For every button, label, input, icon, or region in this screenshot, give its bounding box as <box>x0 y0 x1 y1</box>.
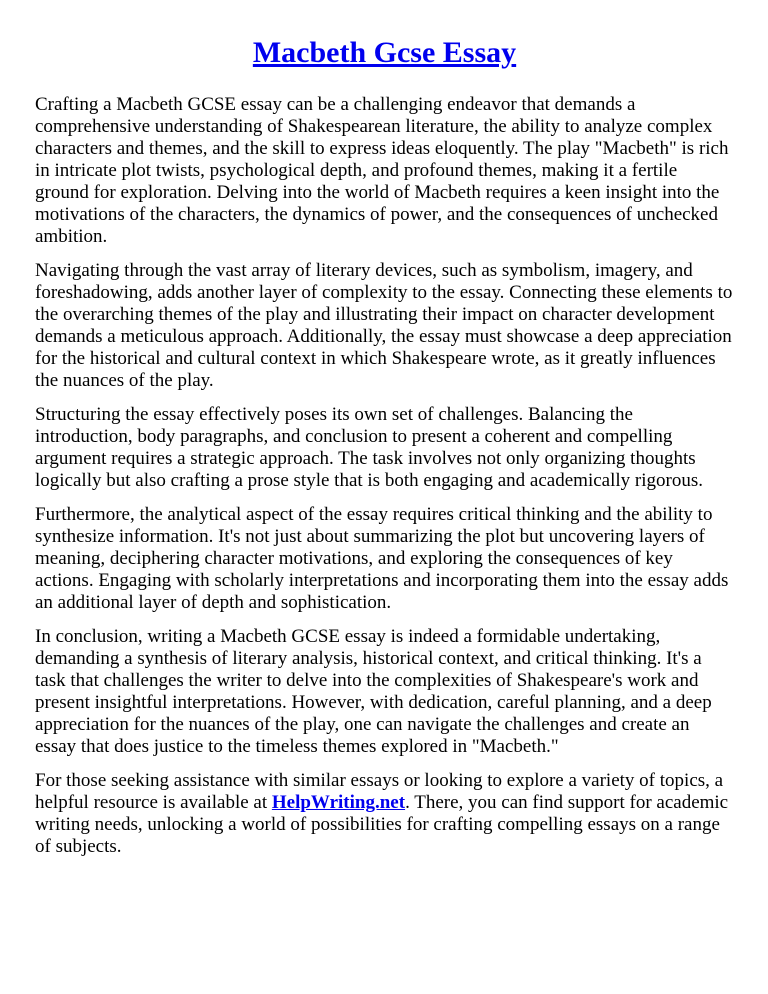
paragraph-2: Navigating through the vast array of literary devices, such as symbolism, imagery, and foreshadowing, adds another layer of complexity to the essay. Connecting these elements to the overarching themes of the play and illustrating their impact on character development demands a meticulous approach. Additionally, the essay must showcase a deep appreciation for the historical and cultural context in which Shakespeare wrote, as it greatly influences the nuances of the play. <box>35 260 733 391</box>
closing-text-after-link: . There, you can find support for academic writing needs, unlocking a world of possibilities for crafting compelling essays on a range of subjects. <box>35 792 729 857</box>
closing-paragraph <box>35 770 734 858</box>
paragraph-5: In conclusion, writing a Macbeth GCSE essay is indeed a formidable undertaking, demanding a synthesis of literary analysis, historical context, and critical thinking. It's a task that challenges the writer to delve into the complexities of Shakespeare's work and present insightful interpretations. However, with dedication, careful planning, and a deep appreciation for the nuances of the play, one can navigate the challenges and create an essay that does justice to the timeless themes explored in "Macbeth." <box>35 626 712 757</box>
paragraph-1: Crafting a Macbeth GCSE essay can be a challenging endeavor that demands a comprehensive understanding of Shakespearean literature, the ability to analyze complex characters and themes, and the skill to express ideas eloquently. The play "Macbeth" is rich in intricate plot twists, psychological depth, and profound themes, making it a fertile ground for exploration. Delving into the world of Macbeth requires a keen insight into the motivations of the characters, the dynamics of power, and the consequences of unchecked ambition. <box>35 94 729 247</box>
page-title <box>35 34 734 72</box>
paragraph-3: Structuring the essay effectively poses its own set of challenges. Balancing the introduction, body paragraphs, and conclusion to present a coherent and compelling argument requires a strategic approach. The task involves not only organizing thoughts logically but also crafting a prose style that is both engaging and academically rigorous. <box>35 404 703 491</box>
closing-text-before-link: For those seeking assistance with similar essays or looking to explore a variety of topics, a helpful resource is available at <box>35 770 724 813</box>
helpwriting-link[interactable]: HelpWriting.net <box>271 792 406 813</box>
title-link[interactable]: Macbeth Gcse Essay <box>252 36 517 69</box>
paragraph-4: Furthermore, the analytical aspect of the essay requires critical thinking and the ability to synthesize information. It's not just about summarizing the plot but uncovering layers of meaning, deciphering character motivations, and exploring the consequences of key actions. Engaging with scholarly interpretations and incorporating them into the essay adds an additional layer of depth and sophistication. <box>35 504 729 613</box>
